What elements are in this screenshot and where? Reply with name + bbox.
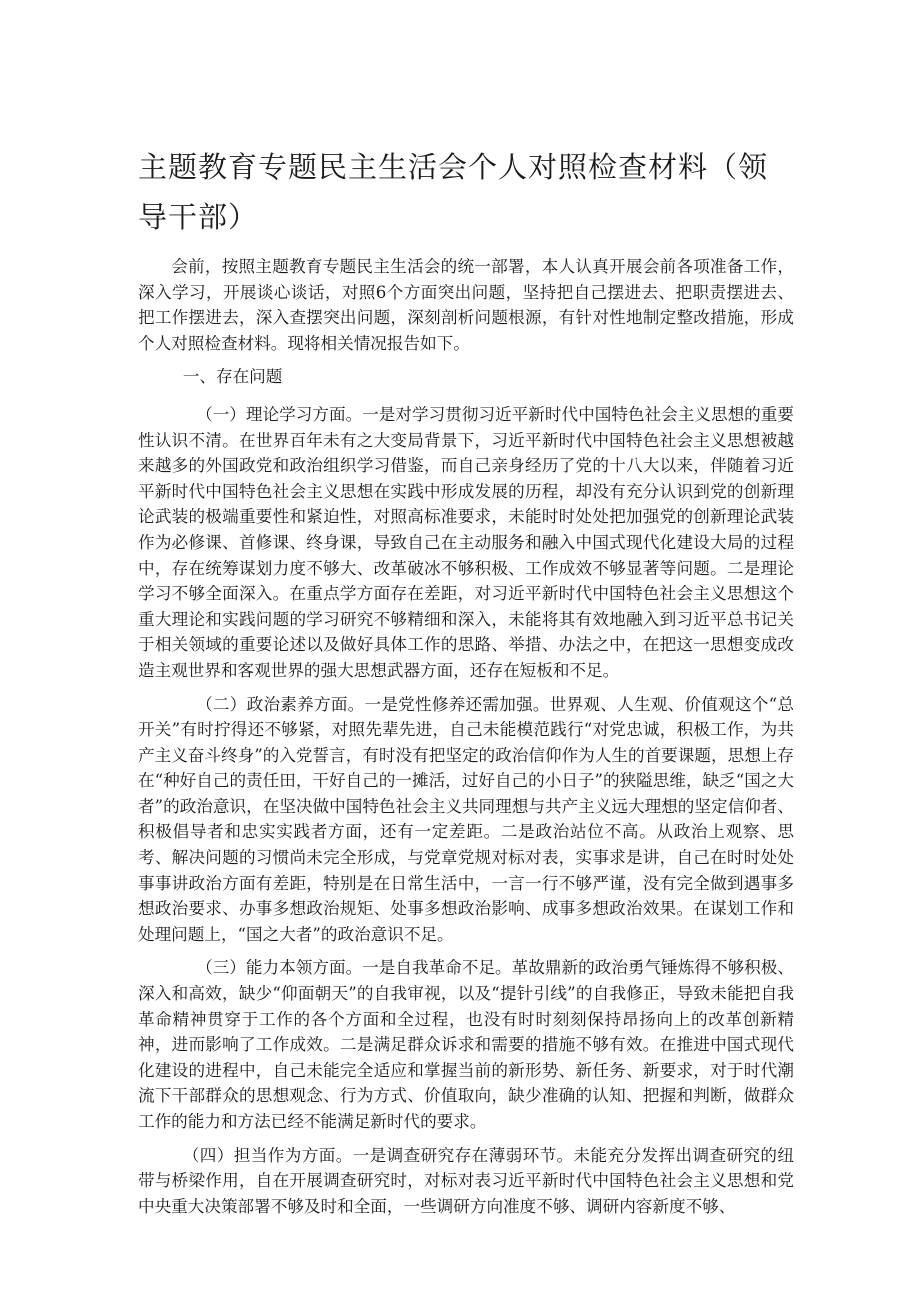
intro-paragraph: 会前，按照主题教育专题民主生活会的统一部署，本人认真开展会前各项准备工作，深入学习，开展谈心谈话，对照6个方面突出问题，坚持把自己摆进去、把职责摆进去、把工作摆进去，深入查摆突出问题，深刻剖析问题根源，有针对性地制定整改措施，形成个人对照检查材料。现将相关情况报告如下。 <box>138 257 794 353</box>
paragraph-political-literacy: （二）政治素养方面。一是党性修养还需加强。世界观、人生观、价值观这个“总开关”有时拧得还不够紧，对照先辈先进，自己未能模范践行“对党忠诚，积极工作，为共产主义奋斗终身”的入党誓言，有时没有把坚定的政治信仰作为人生的首要课题，思想上存在“种好自己的责任田，干好自己的一摊活，过好自己的小日子”的狭隘思维，缺乏“国之大者”的政治意识，在坚决做中国特色社会主义共同理想与共产主义远大理想的坚定信仰者、积极倡导者和忠实实践者方面，还有一定差距。二是政治站位不高。从政治上观察、思考、解决问题的习惯尚未完全形成，与党章党规对标对表，实事求是讲，自己在时时处处事事讲政治方面有差距，特别是在日常生活中，一言一行不够严谨，没有完全做到遇事多想政治要求、办事多想政治规矩、处事多想政治影响、成事多想政治效果。在谋划工作和处理问题上，“国之大者”的政治意识不足。 <box>138 694 795 944</box>
section-heading-problems: 一、存在问题 <box>182 367 283 387</box>
paragraph-responsibility: （四）担当作为方面。一是调查研究存在薄弱环节。未能充分发挥出调查研究的纽带与桥梁作用，自在开展调查研究时，对标对表习近平新时代中国特色社会主义思想和党中央重大决策部署不够及时和全面，一些调研方向准度不够、调研内容新度不够、 <box>138 1145 794 1216</box>
paragraph-ability: （三）能力本领方面。一是自我革命不足。革故鼎新的政治勇气锤炼得不够积极、深入和高效，缺少“仰面朝天”的自我审视，以及“提针引线”的自我修正，导致未能把自我革命精神贯穿于工作的各个方面和全过程，也没有时时刻刻保持昂扬向上的改革创新精神，进而影响了工作成效。二是满足群众诉求和需要的措施不够有效。在推进中国式现代化建设的进程中，自己未能完全适应和掌握当前的新形势、新任务、新要求，对于时代潮流下干部群众的思想观念、行为方式、价值取向，缺少准确的认知、把握和判断，做群众工作的能力和方法已经不能满足新时代的要求。 <box>138 958 794 1131</box>
document-page <box>138 142 794 1227</box>
document-title: 主题教育专题民主生活会个人对照检查材料（领导干部） <box>138 150 769 234</box>
paragraph-theory-study: （一）理论学习方面。一是对学习贯彻习近平新时代中国特色社会主义思想的重要性认识不清。在世界百年未有之大变局背景下，习近平新时代中国特色社会主义思想被越来越多的外国政党和政治组织学习借鉴，而自己亲身经历了党的十八大以来，伴随着习近平新时代中国特色社会主义思想在实践中形成发展的历程，却没有充分认识到党的创新理论武装的极端重要性和紧迫性，对照高标准要求，未能时时处处把加强党的创新理论武装作为必修课、首修课、终身课，导致自己在主动服务和融入中国式现代化建设大局的过程中，存在统筹谋划力度不够大、改革破冰不够积极、工作成效不够显著等问题。二是理论学习不够全面深入。在重点学方面存在差距，对习近平新时代中国特色社会主义思想这个重大理论和实践问题的学习研究不够精细和深入，未能将其有效地融入到习近平总书记关于相关领域的重要论述以及做好具体工作的思路、举措、办法之中，在把这一思想变成改造主观世界和客观世界的强大思想武器方面，还存在短板和不足。 <box>138 404 794 680</box>
